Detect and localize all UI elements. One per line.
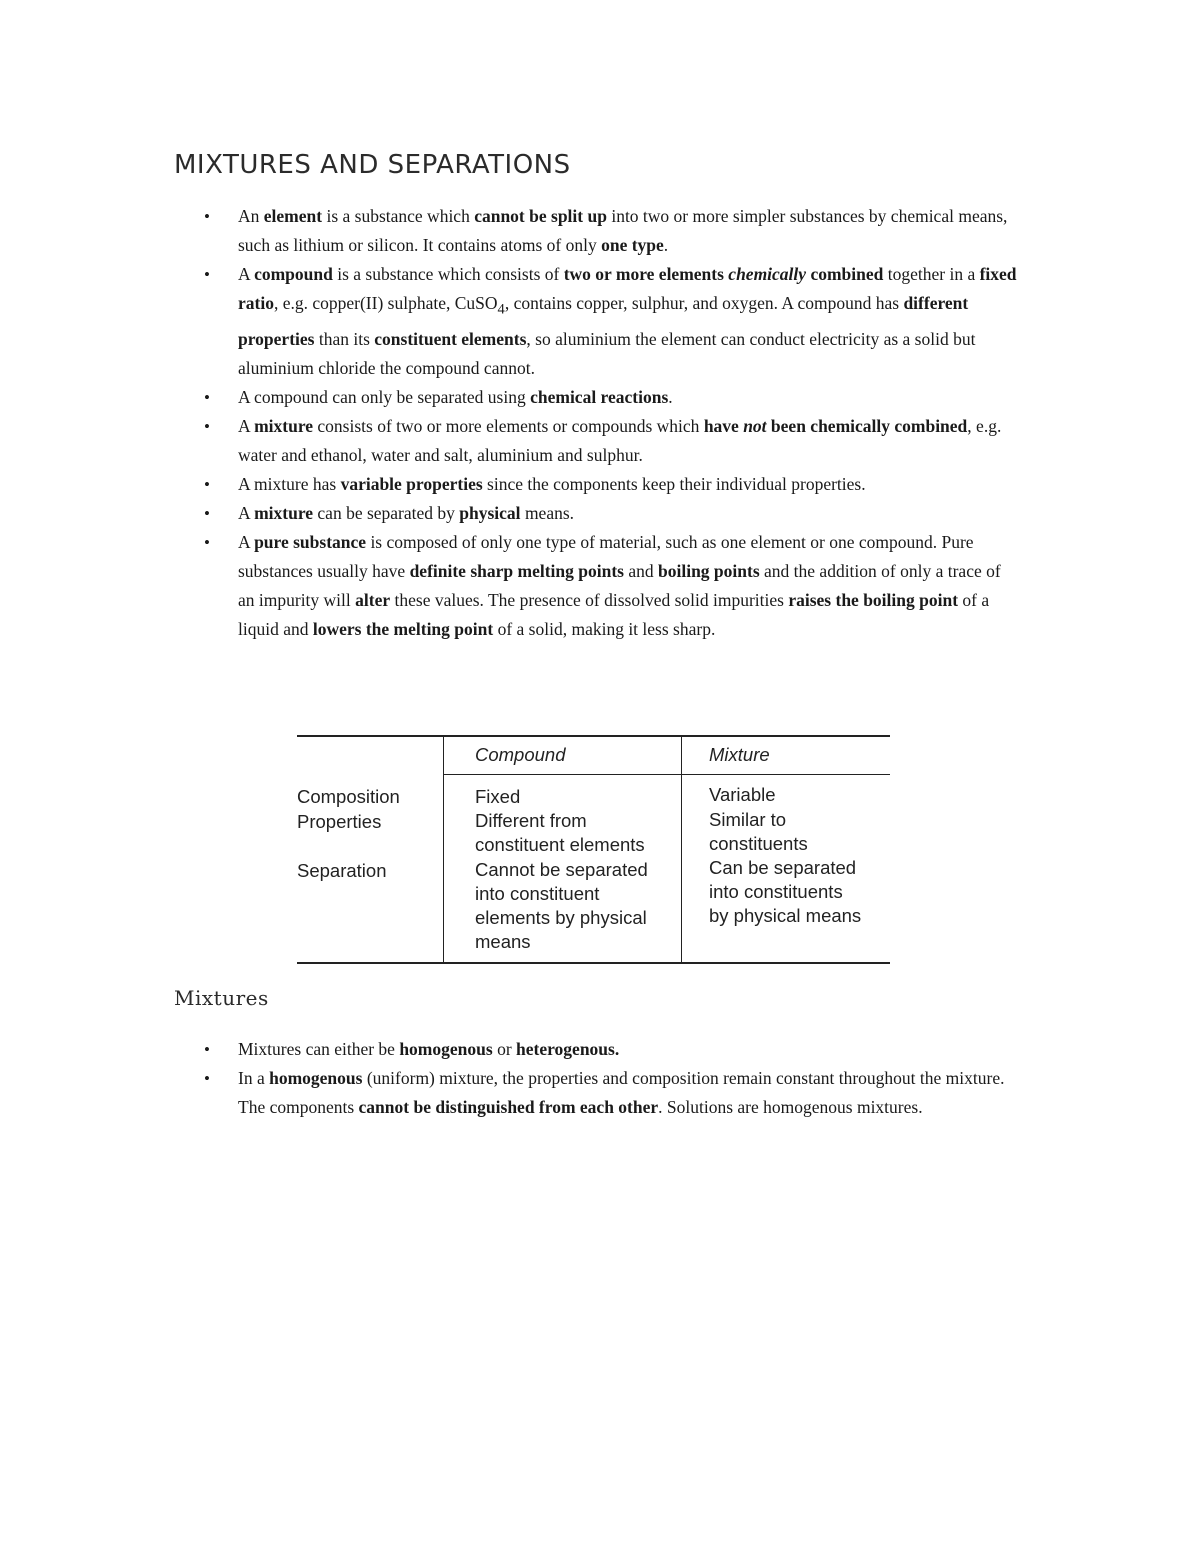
text-run: pure substance [254, 531, 367, 552]
text-run [743, 416, 766, 436]
text-run: In a [238, 1068, 270, 1088]
text-run: , e.g. copper(II) sulphate, CuSO [273, 293, 498, 313]
text-run: is composed of only one type of material, such as one element or one compound. Pure substances usually have [238, 531, 974, 581]
text-run: raises the boiling point [788, 589, 959, 610]
text-run: 4 [497, 301, 505, 318]
text-run: consists of two or more elements or compounds which [313, 415, 704, 436]
text-run-italic: not [743, 415, 767, 436]
text-run: element [263, 206, 323, 226]
text-run: and the addition of only a trace of an impurity will [238, 560, 1001, 610]
list-item [200, 260, 1020, 383]
page-title: MIXTURES AND SEPARATIONS [174, 150, 571, 180]
cell-compound-composition: Fixed [475, 786, 521, 807]
text-run: definite sharp melting points [409, 560, 624, 581]
text-run: A [238, 264, 255, 284]
text-run: homogenous [269, 1068, 363, 1088]
text-run: is a substance which [322, 206, 475, 226]
table-bottom-rule [297, 962, 890, 964]
text-run: one type [601, 235, 664, 255]
text-run: fixed ratio [238, 264, 1017, 313]
text-run: A mixture has [238, 473, 341, 494]
cell-mixture-properties: Similar to constituents [709, 809, 808, 854]
text-run: A [238, 415, 255, 436]
cell-mixture-separation: Can be separated into constituents by physical means [709, 857, 862, 926]
text-run: can be separated by [313, 502, 460, 523]
table-top-rule [297, 735, 890, 737]
text-run: is a substance which consists of [332, 264, 564, 284]
text-run: together in a [883, 264, 980, 284]
text-run: two or more elements [563, 264, 729, 284]
text-run: , e.g. water and ethanol, water and salt, aluminium and sulphur. [238, 415, 1002, 465]
text-run: mixture [254, 415, 314, 436]
text-run: , so aluminium the element can conduct electricity as a solid but aluminium chloride the compound cannot. [238, 328, 976, 378]
table-header-compound: Compound [475, 744, 566, 765]
text-run: these values. The presence of dissolved solid impurities [390, 589, 789, 610]
text-run: since the components keep their individual properties. [482, 473, 866, 494]
table-column-divider [443, 735, 444, 963]
text-run: boiling points [658, 560, 760, 581]
list-item [200, 499, 1020, 528]
text-run: cannot be split up [474, 206, 607, 226]
bullet-list-mixtures [200, 1035, 1020, 1122]
list-item [200, 1064, 1020, 1122]
list-item [200, 528, 1020, 644]
text-run: chemical reactions [530, 386, 669, 407]
text-run: homogenous [399, 1039, 493, 1059]
cell-mixture-composition: Variable [709, 784, 776, 805]
text-run: . [663, 235, 669, 255]
text-run: variable properties [340, 473, 483, 494]
text-run: . [668, 386, 673, 407]
cell-compound-properties: Different from constituent elements [475, 810, 645, 855]
text-run: compound [254, 264, 333, 284]
text-run: , contains copper, sulphur, and oxygen. A compound has [504, 293, 904, 313]
text-run: heterogenous. [516, 1039, 620, 1059]
list-item [200, 470, 1020, 499]
text-run [728, 264, 806, 284]
text-run: A [238, 531, 255, 552]
text-run: mixture [254, 502, 314, 523]
text-run: . Solutions are homogenous mixtures. [658, 1097, 923, 1117]
text-run: and [623, 560, 658, 581]
text-run: Mixtures can either be [238, 1039, 400, 1059]
text-run: An [238, 206, 264, 226]
text-run: of a liquid and [238, 589, 990, 639]
row-label-properties: Properties [297, 811, 382, 832]
text-run: into two or more simpler substances by chemical means, such as lithium or silicon. It contains atoms of only [238, 206, 1008, 255]
row-label-separation: Separation [297, 860, 387, 881]
text-run: combined [806, 264, 884, 284]
comparison-table [297, 735, 890, 965]
list-item [200, 202, 1020, 260]
text-run: been chemically combined [766, 415, 968, 436]
text-run: different properties [238, 293, 969, 349]
text-run: (uniform) mixture, the properties and composition remain constant throughout the mixture. The components [238, 1068, 1005, 1117]
text-run: constituent elements [374, 328, 527, 349]
cell-compound-separation: Cannot be separated into constituent elements by physical means [475, 859, 648, 952]
text-run: have [703, 415, 744, 436]
text-run: or [492, 1039, 517, 1059]
text-run: of a solid, making it less sharp. [493, 618, 716, 639]
text-run: A compound can only be separated using [238, 386, 531, 407]
table-header-mixture: Mixture [709, 744, 770, 765]
text-run-italic: chemically [728, 264, 807, 284]
row-label-composition: Composition [297, 786, 400, 807]
list-item [200, 1035, 1020, 1064]
text-run: physical [459, 502, 521, 523]
text-run: than its [314, 328, 375, 349]
bullet-list-definitions [200, 202, 1020, 644]
text-run: means. [520, 502, 575, 523]
list-item [200, 383, 1020, 412]
table-column-divider [681, 735, 682, 963]
text-run: alter [355, 589, 391, 610]
list-item [200, 412, 1020, 470]
text-run: lowers the melting point [312, 618, 494, 639]
section-heading-mixtures: Mixtures [174, 986, 269, 1010]
text-run: A [238, 502, 255, 523]
table-header-rule [443, 774, 890, 775]
text-run: cannot be distinguished from each other [358, 1097, 659, 1117]
